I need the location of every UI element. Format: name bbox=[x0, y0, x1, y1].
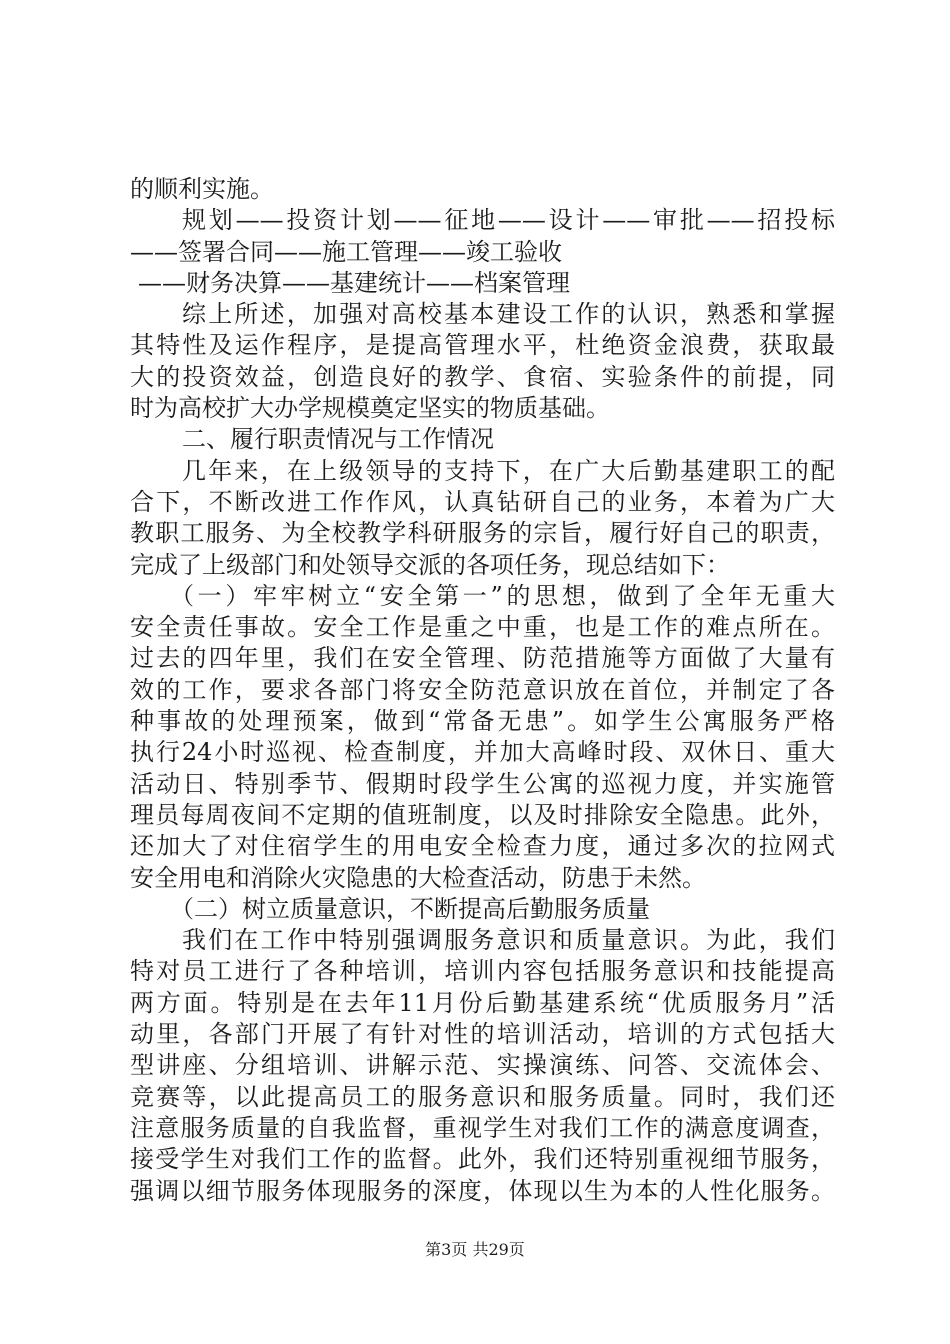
text-line: 我们在工作中特别强调服务意识和质量意识。为此，我们 bbox=[182, 926, 835, 955]
text-line: 二、履行职责情况与工作情况 bbox=[182, 425, 494, 454]
text-line: 执行24小时巡视、检查制度，并加大高峰时段、双休日、重大 bbox=[130, 738, 835, 767]
text-line: 竞赛等，以此提高员工的服务意识和服务质量。同时，我们还 bbox=[130, 1082, 835, 1111]
text-line: 几年来，在上级领导的支持下，在广大后勤基建职工的配 bbox=[182, 456, 835, 485]
text-line: 其特性及运作程序，是提高管理水平，杜绝资金浪费，获取最 bbox=[130, 331, 835, 360]
text-line: 教职工服务、为全校教学科研服务的宗旨，履行好自己的职责， bbox=[130, 519, 835, 548]
text-line: 完成了上级部门和处领导交派的各项任务，现总结如下： bbox=[130, 550, 730, 579]
text-line: 理员每周夜间不定期的值班制度，以及时排除安全隐患。此外， bbox=[130, 800, 835, 829]
text-line: 强调以细节服务体现服务的深度，体现以生为本的人性化服务。 bbox=[130, 1176, 835, 1205]
text-line: 注意服务质量的自我监督，重视学生对我们工作的满意度调查， bbox=[130, 1113, 835, 1142]
text-line: 两方面。特别是在去年11月份后勤基建系统“优质服务月”活 bbox=[130, 988, 835, 1017]
text-line: 型讲座、分组培训、讲解示范、实操演练、问答、交流体会、 bbox=[130, 1051, 835, 1080]
document-body bbox=[130, 174, 835, 1207]
text-line: ——财务决算——基建统计——档案管理 bbox=[138, 268, 570, 297]
text-line: 安全用电和消除火灾隐患的大检查活动，防患于未然。 bbox=[130, 863, 706, 892]
page-footer: 第3页 共29页 bbox=[425, 1240, 525, 1259]
text-line: （一）牢牢树立“安全第一”的思想，做到了全年无重大 bbox=[170, 581, 835, 610]
text-line: 大的投资效益，创造良好的教学、食宿、实验条件的前提，同 bbox=[130, 362, 835, 391]
text-line: 合下，不断改进工作作风，认真钻研自己的业务，本着为广大 bbox=[130, 487, 835, 516]
text-line: 特对员工进行了各种培训，培训内容包括服务意识和技能提高 bbox=[130, 957, 835, 986]
text-line: 效的工作，要求各部门将安全防范意识放在首位，并制定了各 bbox=[130, 675, 835, 704]
text-line: 安全责任事故。安全工作是重之中重，也是工作的难点所在。 bbox=[130, 613, 835, 642]
text-line: 过去的四年里，我们在安全管理、防范措施等方面做了大量有 bbox=[130, 644, 835, 673]
text-line: 活动日、特别季节、假期时段学生公寓的巡视力度，并实施管 bbox=[130, 769, 835, 798]
text-line: 时为高校扩大办学规模奠定坚实的物质基础。 bbox=[130, 394, 610, 423]
text-line: 种事故的处理预案，做到“常备无患”。如学生公寓服务严格 bbox=[130, 707, 835, 736]
text-line: 接受学生对我们工作的监督。此外，我们还特别重视细节服务， bbox=[130, 1145, 835, 1174]
text-line: 动里，各部门开展了有针对性的培训活动，培训的方式包括大 bbox=[130, 1020, 835, 1049]
text-line: 综上所述，加强对高校基本建设工作的认识，熟悉和掌握 bbox=[182, 300, 835, 329]
text-line: ——签署合同——施工管理——竣工验收 bbox=[130, 237, 562, 266]
text-line: 还加大了对住宿学生的用电安全检查力度，通过多次的拉网式 bbox=[130, 832, 835, 861]
text-line: 的顺利实施。 bbox=[130, 175, 274, 203]
text-line: （二）树立质量意识，不断提高后勤服务质量 bbox=[170, 894, 650, 923]
text-line: 规划——投资计划——征地——设计——审批——招投标 bbox=[182, 206, 835, 235]
